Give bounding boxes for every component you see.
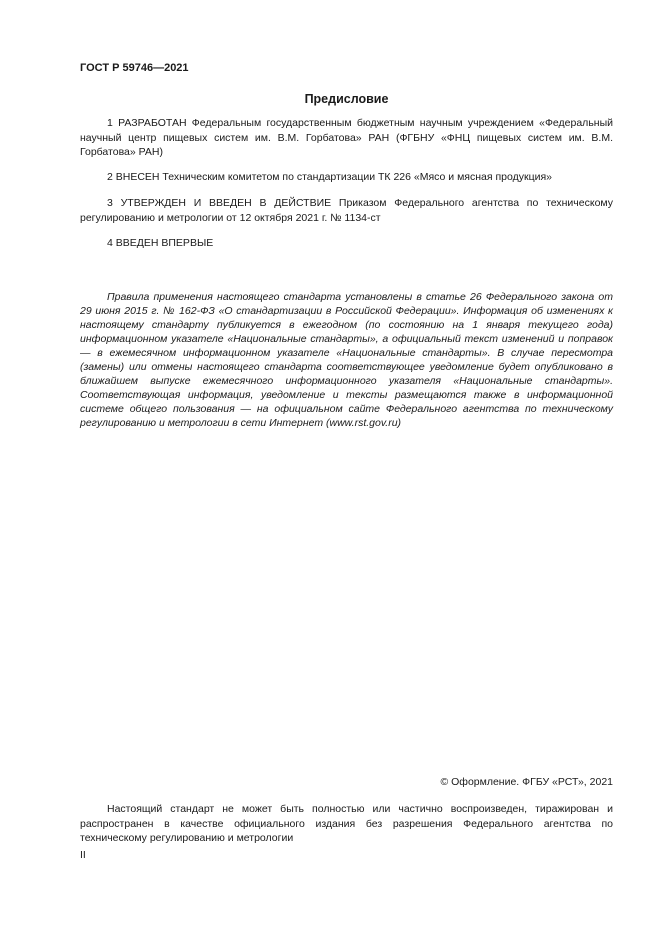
rights-notice: Настоящий стандарт не может быть полностью или частично воспроизведен, тиражирован и распространен в качестве официального издания без разрешения Федерального агентства по техническому регулированию и метрологии [80,803,613,844]
paragraph-developed: 1 РАЗРАБОТАН Федеральным государственным бюджетным научным учреждением «Федеральный научный центр пищевых систем им. В.М. Горбатова» РАН (ФГБНУ «ФНЦ пищевых систем им. В.М. Горбатова» РАН) [80,117,613,158]
standard-code: ГОСТ Р 59746—2021 [80,62,189,74]
paragraph-introduced: 2 ВНЕСЕН Техническим комитетом по стандартизации ТК 226 «Мясо и мясная продукция» [107,171,552,183]
paragraph-first-introduced: 4 ВВЕДЕН ВПЕРВЫЕ [107,237,214,249]
document-page [80,0,613,935]
page-title: Предисловие [304,92,389,106]
copyright-notice: © Оформление. ФГБУ «РСТ», 2021 [440,776,613,788]
page-number: II [80,849,86,861]
paragraph-approved: 3 УТВЕРЖДЕН И ВВЕДЕН В ДЕЙСТВИЕ Приказом Федерального агентства по техническому регулированию и метрологии от 12 октября 2021 г. № 1134-ст [80,197,613,224]
application-rules-note: Правила применения настоящего стандарта установлены в статье 26 Федерального закона от 29 июня 2015 г. № 162-ФЗ «О стандартизации в Российской Федерации». Информация об изменениях к настоящему стандарту публикуется в ежегодном (по состоянию на 1 января текущего года) информационном указателе «Национальные стандарты», а официальный текст изменений и поправок — в ежемесячном информационном указателе «Национальные стандарты». В случае пересмотра (замены) или отмены настоящего стандарта соответствующее уведомление будет опубликовано в ближайшем выпуске ежемесячного информационного указателя «Национальные стандарты». Соответствующая информация, уведомление и тексты размещаются также в информационной системе общего пользования — на официальном сайте Федерального агентства по техническому регулированию и метрологии в сети Интернет (www.rst.gov.ru) [80,291,613,429]
